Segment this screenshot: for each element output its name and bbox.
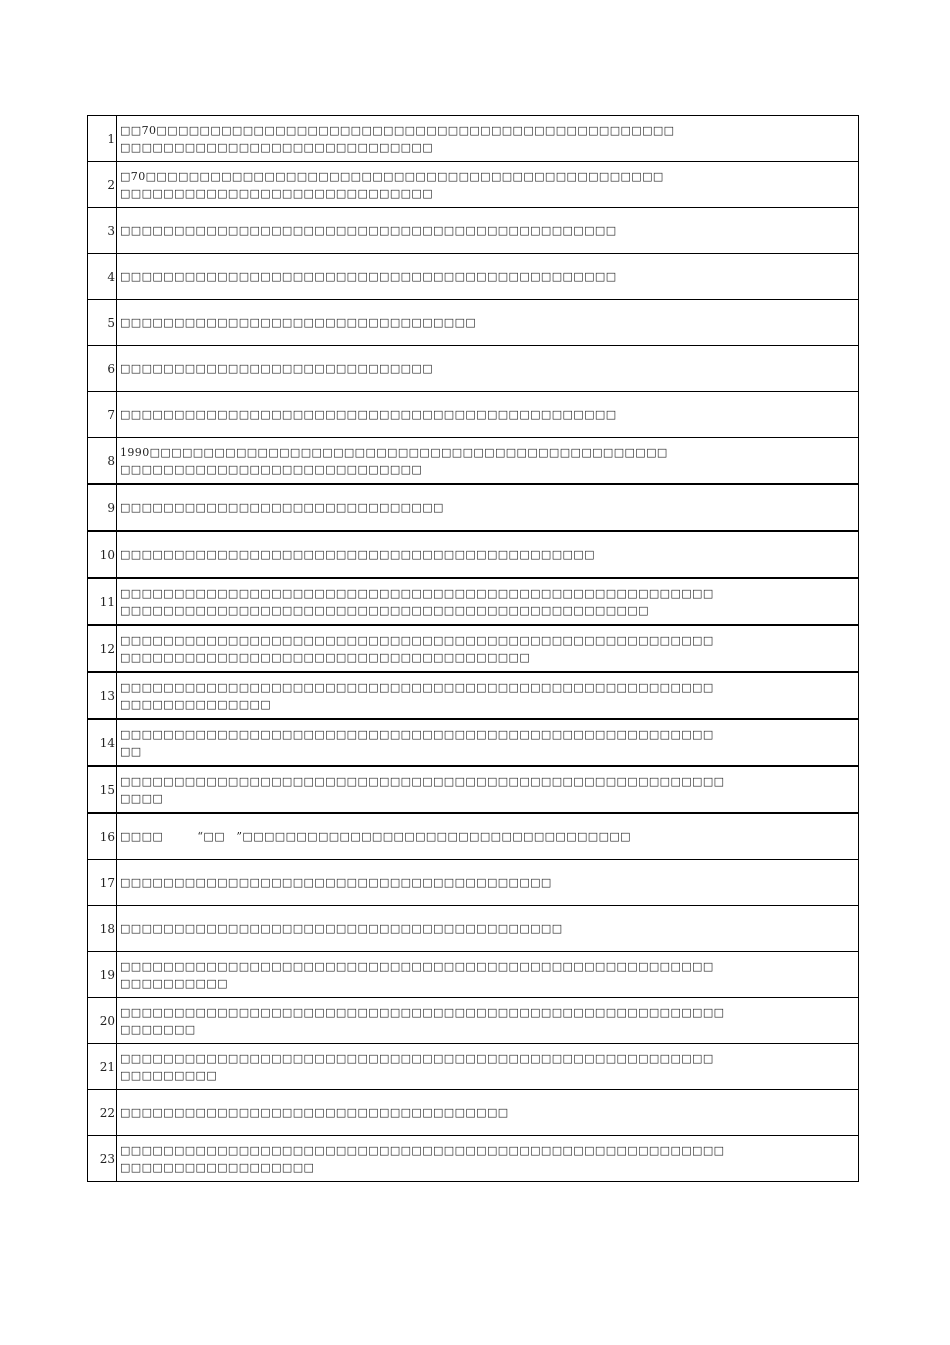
row-text-line: □□□□□□□□□□□□□□□□□□□□□□□□□□□□□□□□□□□□□□□□□ <box>120 922 563 935</box>
row-number: 17 <box>88 860 117 906</box>
row-text-line: □□□□□□□□□□□□□□□□□□□□□□□□□□□□□□□□□□□□□□□□□□□□□□□□□□□□□□□□ <box>120 1005 725 1019</box>
row-number: 6 <box>88 346 117 392</box>
table-row <box>88 438 859 485</box>
row-text-line: □□□□□□□□□□□□□□□□□□□□□□□□□□□□□□□□□ <box>120 316 477 329</box>
question-table-body <box>88 116 859 1182</box>
table-row <box>88 998 859 1044</box>
row-text-line: □□□□□□□□□□□□□□□□□□□□□□□□□□□□□□□□□□□□□□□□□□□□□□□□□□□□□□□□ <box>120 774 725 788</box>
row-text <box>117 1044 859 1090</box>
row-text <box>117 813 859 860</box>
table-row <box>88 766 859 813</box>
row-number: 22 <box>88 1090 117 1136</box>
row-number: 10 <box>88 531 117 578</box>
row-number: 15 <box>88 766 117 813</box>
row-number: 18 <box>88 906 117 952</box>
row-text-line: □□□□□□□□□□□□□□□□□□□□□□□□□□□□□□□□□□□□□□□□□□□□□□□□□ <box>120 603 649 617</box>
row-number: 1 <box>88 116 117 162</box>
row-number: 13 <box>88 672 117 719</box>
row-text <box>117 860 859 906</box>
row-text <box>117 438 859 485</box>
table-row <box>88 346 859 392</box>
row-text-line: □□□□□□□ <box>120 1022 196 1036</box>
row-text <box>117 1090 859 1136</box>
row-text-line: □□□□□□□□□□□□□□□□□□□□□□□□□□□□□□□□□□□□□□□□□□□□□□□□□□□□□□□□ <box>120 1143 725 1157</box>
row-text-line: □□□□□□□□□□□□□□□□□□□□□□□□□□□□□□□□□□□□□□□□□□□□□□□□□□□□□□□ <box>120 680 714 694</box>
row-text-line: □□□□□□□□□□□□□□□□□□□□□□□□□□□□□□□□□□□□□□□□□□□□ <box>120 548 595 561</box>
table-row <box>88 860 859 906</box>
row-text-line: □□□□□□□□□□□□□□□□□□□□□□□□□□□□□□□□□□□□□□□□□□□□□□□□□□□□□□□ <box>120 727 714 741</box>
row-text-line: □□□□□□□□□□□□□□□□□□□□□□□□□□□□□ <box>120 186 433 200</box>
row-text <box>117 625 859 672</box>
table-row <box>88 672 859 719</box>
row-text-line: □□□□□□□□□□□□□□□□□□□□□□□□□□□□□□□□□□□□□□□□□□□□□□ <box>120 270 617 283</box>
row-text <box>117 719 859 766</box>
row-text-line: □□ <box>120 744 142 758</box>
row-text <box>117 208 859 254</box>
row-text-line: □□□□□□□□□□□□□□□□□□□□□□□□□□□□□□□□□□□□□□ <box>120 650 531 664</box>
row-number: 9 <box>88 484 117 531</box>
row-text-line: □□□□□□□□□□□□□□□□□□□□□□□□□□□□□□□□□□□□□□□□□□□□□□□□□□□□□□□ <box>120 1051 714 1065</box>
row-text-line: 1990□□□□□□□□□□□□□□□□□□□□□□□□□□□□□□□□□□□□□□□□□□□□□□□□ <box>120 445 668 459</box>
question-table <box>87 115 859 1182</box>
row-text-line: □□□□□□□□□□□□□□□□□□□□□□□□□□□□□ <box>120 362 433 375</box>
row-text-line: □□□□□□□□□□□□□□□□□□□□□□□□□□□□□□□□□□□□□□□□□□□□□□ <box>120 224 617 237</box>
row-text-line: □□□□□□□□□□□□□□□□□□□□□□□□□□□□□□□□□□□□□□□□ <box>120 876 552 889</box>
table-row <box>88 392 859 438</box>
row-number: 3 <box>88 208 117 254</box>
table-row <box>88 484 859 531</box>
row-number: 7 <box>88 392 117 438</box>
row-number: 21 <box>88 1044 117 1090</box>
table-row <box>88 813 859 860</box>
row-text-line: □70□□□□□□□□□□□□□□□□□□□□□□□□□□□□□□□□□□□□□□□□□□□□□□□□ <box>120 169 664 183</box>
row-text <box>117 766 859 813</box>
row-number: 16 <box>88 813 117 860</box>
row-text <box>117 162 859 208</box>
row-number: 20 <box>88 998 117 1044</box>
table-row <box>88 254 859 300</box>
row-number: 23 <box>88 1136 117 1182</box>
table-row <box>88 208 859 254</box>
row-number: 4 <box>88 254 117 300</box>
row-number: 14 <box>88 719 117 766</box>
row-text-line: □□□□□□□□□ <box>120 1068 218 1082</box>
table-row <box>88 300 859 346</box>
row-text-line: □□□□□□□□□□□□□□□□□□□□□□□□□□□□□□□□□□□□□□□□□□□□□□□□□□□□□□□ <box>120 586 714 600</box>
row-text-line: □□□□□□□□□□□□□□□□□□□□□□□□□□□□□□□□□□□□□□□□□□□□□□□□□□□□□□□ <box>120 959 714 973</box>
row-text <box>117 672 859 719</box>
row-text <box>117 998 859 1044</box>
row-number: 2 <box>88 162 117 208</box>
row-text-line: □□□□□□□□□□□□□□□□□□□□□□□□□□□□□□ <box>120 501 444 514</box>
row-text-line: □□□□□□□□□□□□□□□□□□□□□□□□□□□□ <box>120 462 423 476</box>
row-text <box>117 254 859 300</box>
table-row <box>88 116 859 162</box>
row-text-line: □□□□□□□□□□□□□□□□□□□□□□□□□□□□□□□□□□□□□□□□□□□□□□ <box>120 408 617 421</box>
table-row <box>88 1044 859 1090</box>
row-text <box>117 952 859 998</box>
row-text <box>117 578 859 625</box>
row-text-line: □□□□□□□□□□ <box>120 976 228 990</box>
row-text <box>117 392 859 438</box>
row-text <box>117 346 859 392</box>
row-text-line: □□□□ <box>120 791 164 805</box>
row-text-line: □□□□□□□□□□□□□□ <box>120 697 272 711</box>
table-row <box>88 531 859 578</box>
row-text-line: □□□□□□□□□□□□□□□□□□□□□□□□□□□□□□□□□□□□ <box>120 1106 509 1119</box>
row-number: 8 <box>88 438 117 485</box>
row-number: 12 <box>88 625 117 672</box>
table-row <box>88 952 859 998</box>
table-row <box>88 1136 859 1182</box>
row-number: 11 <box>88 578 117 625</box>
row-text-line: □□□□ “□□ ”□□□□□□□□□□□□□□□□□□□□□□□□□□□□□□□□□□□□ <box>120 830 631 843</box>
table-row <box>88 162 859 208</box>
table-row <box>88 1090 859 1136</box>
row-text-line: □□□□□□□□□□□□□□□□□□□□□□□□□□□□□□□□□□□□□□□□□□□□□□□□□□□□□□□ <box>120 633 714 647</box>
table-row <box>88 906 859 952</box>
row-text <box>117 531 859 578</box>
row-text <box>117 484 859 531</box>
table-row <box>88 578 859 625</box>
row-number: 19 <box>88 952 117 998</box>
row-text-line: □□□□□□□□□□□□□□□□□□ <box>120 1160 315 1174</box>
row-text-line: □□70□□□□□□□□□□□□□□□□□□□□□□□□□□□□□□□□□□□□□□□□□□□□□□□□ <box>120 123 675 137</box>
table-row <box>88 625 859 672</box>
row-text <box>117 906 859 952</box>
row-text <box>117 116 859 162</box>
row-text <box>117 1136 859 1182</box>
row-text-line: □□□□□□□□□□□□□□□□□□□□□□□□□□□□□ <box>120 140 433 154</box>
row-text <box>117 300 859 346</box>
table-row <box>88 719 859 766</box>
row-number: 5 <box>88 300 117 346</box>
